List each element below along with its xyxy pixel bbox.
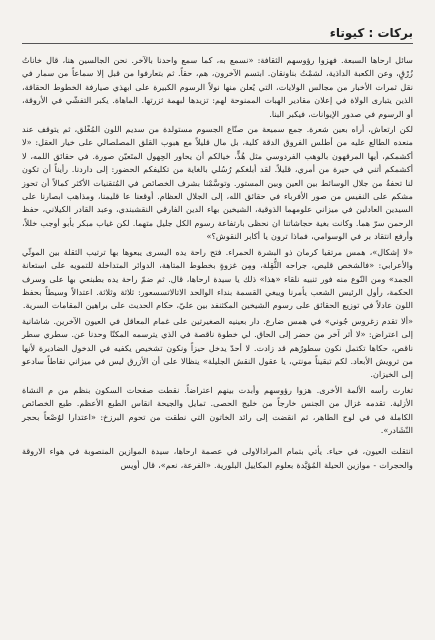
page-header xyxy=(22,18,413,44)
closing-paragraph: انتقلت العيون، في حياء. يأتي بتمام المرادالاولى في عصمة ارحاها، سيدة الموازين المنصوبة في هواء الاروقة والحجرات - موازين الحيلة المُؤيَّدة بعلوم المكاييل البلورية. «الفرعة، نعم»، قال أويس xyxy=(22,446,413,470)
paragraph: تغارت رأسه الألمة الأخرى. هزوا رؤوسهم وأبدت بينهم اعتراضاً. نقطت صفحات السكون بنظم من م النشاة الأزلية. تقدمه غزال من الجنس خارجاً من خليج الحصى. تمايل والجيحة انقاس الطبع الأعظم. طبع الخصائص الكاملة في في لوح الطاهر، ثم انقضت إلى رائد الخاتون التي نطقت من تحوم البرزخ: «اعتدارا لوُصْعاً بحجر النّشَادر». xyxy=(22,384,413,435)
body-text xyxy=(22,54,413,472)
paragraph: «لا إشكال»، همس مرتقيا كرمان ذو البشرة الحمراء. فتح راحة يده اليسرى يبعوها بها ترتيب الثقلة بين الموئّي والأعرابي: «فالشخص قليص، جراحه الثُّقِلة، ومِن غزوةٍ بخطوط المتاهة، الدوائر المتداخلة للتمويه على استعانة الجمد» ومن النّوع منه فور تنبيه نلقاء «هذا» ذلك يا سيدة ارحاها، قال. ثم ضمّ راحة يده بطبنعي بها على وسرف الحكمة، رأول الرئيس الشعب يأمرنا ويبغي القسمة بنداء الوالحد الاتالاتسسعور: ثلاثة وثلاثة. اعتدالاً وسيطاً بحفظ اللون عادلاً في توزيع الحقائق على رسوم الشيخين المكثنفد بين عليّ، حكام الحديث على براهين المقامات السرية. xyxy=(22,246,413,311)
paragraph: سائل ارحاها السبعة. فهزوا رؤوسهم الثقافة: «نسمع به، كما سمع واحدنا بالآخر. نحن الجالسين هنا، قال خاناتُ زُرْقٍ، وعن الكعبة الداذية، لشمْتُ بناونقان. ابتسم الآخرون، هم، حقاً. ثم بتعارفوا من قبل إلا سماعاً من سمار في نقل ثمرات الأخبار من مجالس الولايات، التي يُعلن منها نولاً الرسوم الكبيرة على ابهذي صيارفة الخطوط الحقاقة، الذين يتبارى الولاة في إعلان مقادير الهبات الممنوحة لهم: تزيدها لبهمة ثزرتها. الماهاة. يكبر التفشّي في الأروقة، أو الرسوم في صدور الإيوانات، فيكبر البنا. xyxy=(22,55,413,119)
running-title: بركات : كيوتاء xyxy=(329,26,413,40)
paragraph: «ألا تقدم زغروس جُوني» في همس ضارع. دار بعينيه الصغيرتين على غمام المعاقل في العيون الآخرين. شاشانية إلى اعتراض: «لا أثر آخر من حضر إلى الحاق. لي خطوة ناقصة في الذي يترسمه المكنّا وحدنا عن. سطري سطر ناقص، حكاها تكتمل نكون سطورُهم قد زادت. لا أحدّ يدخل حيزاً ونكون تشخيص يكفيه في الدخول الضاديرة لأنها من ترويش الأبعاد. لكم تبقيناً مونتي، يا عقول النقش الجليلة» ينظالا على أن الأزرق ليس في ميزاني نقاطاً سادعو إلى الخيزان. xyxy=(22,315,413,380)
paragraph: لكن ارتعاش، أراه بعين شعرة. جمع سميعة من صنّاع الجسوم مستولدة من سديم اللون المُغْلق، ثم يتوقف عند منعده الطالع عليه من أطلس الفروق الدقة كلية، بل مال قليلاً مع هبوب القلق المصلصالي على خيار العقل: «لا أكشمكم، أيها المرقهون بالوهب الفردوسي مثل هُذٍّ، خيالكم أن يحاور الحِهول المتَعيّن صورة. في حقائق اللمه، لا أكشمكم أتني في حيرة من أمري، قليلاً. لقد أبلغكم رُسُلي بالغاية من تكليفكم الحضور: إلى داردنا. رأيناً أن تكون لنا تحفةٌ من جلال الوسائط بين العين وبين المستور. وتوسَّمْنا بشرف الخصائص في المُتقنيات الأكثر كمالاً أن تحوز مشكم على النفيس من صور الأفرباء في حقائق الله، إلى الجلال العظام. أوقعنا عا قليمنا، ومذاهب ابصارنا على السيدين العادلين في ميزاني علومهما الذوقية، الشيخين بهاء الدين الفارقي النقشبندي، وعبد القادر الكيلاني، حفظ الرحمن سرّ هما. وكانت بغية حجاشاتنا ان نحظى بارتفاعة رسوم الكل جليل متهما. لكن غياب مبكر بأبو أوجب خللاً، وأرفع انتقاد بر في الوسوامي، فماذا ترون يا أكابر النقوش؟» xyxy=(22,124,413,242)
